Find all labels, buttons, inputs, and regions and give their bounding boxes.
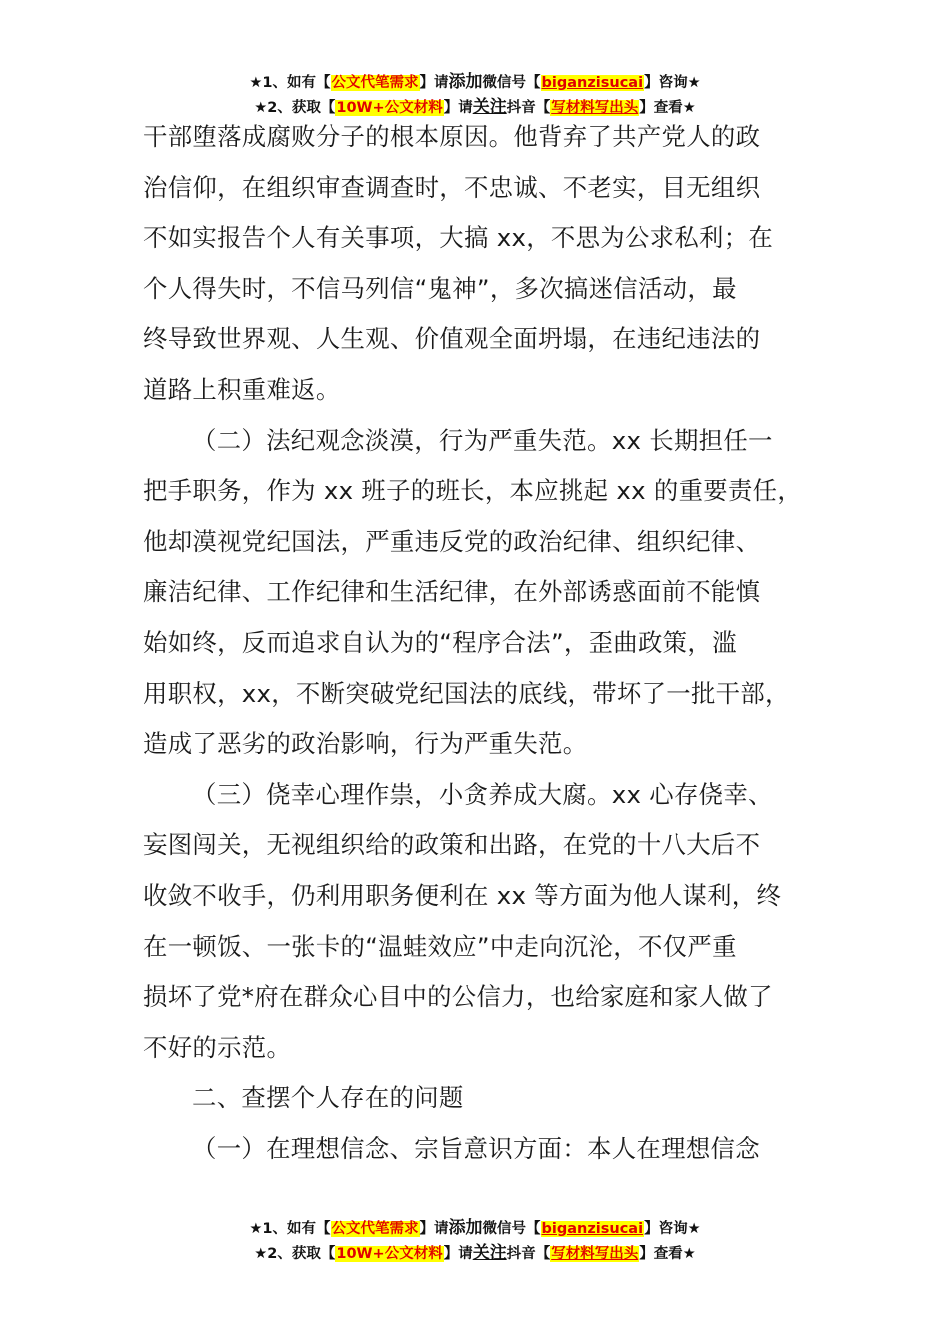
paragraph-ideals — [143, 1124, 833, 1175]
banner-text: 】请 — [419, 75, 449, 91]
wechat-id-link[interactable]: biganzisucai — [541, 75, 644, 91]
text-line: 始如终，反而追求自认为的“程序合法”，歪曲政策，滥 — [143, 627, 737, 657]
banner-text: 】请 — [419, 1221, 449, 1237]
text-line: 廉洁纪律、工作纪律和生活纪律，在外部诱惑面前不能慎 — [143, 577, 761, 607]
text-line: 终导致世界观、人生观、价值观全面坍塌，在违纪违法的 — [143, 324, 761, 354]
text-line: 个人得失时，不信马列信“鬼神”，多次搞迷信活动，最 — [143, 273, 737, 303]
banner-text: 抖音【 — [506, 100, 551, 116]
text-line: 干部堕落成腐败分子的根本原因。他背弃了共产党人的政 — [143, 122, 761, 151]
paragraph-luck-mentality — [143, 770, 833, 1074]
text-line: （一）在理想信念、宗旨意识方面：本人在理想信念 — [192, 1133, 760, 1163]
banner-text: ★1、如有【 — [249, 75, 331, 91]
text-line: 道路上积重难返。 — [143, 374, 341, 404]
document-body — [143, 112, 833, 1174]
text-line: 用职权，xx，不断突破党纪国法的底线，带坏了一批干部， — [143, 678, 790, 708]
highlight-service: 公文代笔需求 — [331, 1221, 419, 1237]
paragraph-causes — [143, 112, 833, 416]
banner-text: 微信号【 — [482, 1221, 541, 1237]
douyin-account-link[interactable]: 写材料写出头 — [551, 100, 639, 116]
banner-line-2 — [0, 1241, 950, 1266]
banner-emphasis: 关注 — [472, 1243, 507, 1263]
banner-emphasis: 添加 — [448, 72, 483, 92]
banner-text: 微信号【 — [482, 75, 541, 91]
text-line: 妄图闯关，无视组织给的政策和出路，在党的十八大后不 — [143, 830, 761, 860]
footer-banner — [0, 1216, 950, 1266]
text-line: 不如实报告个人有关事项，大搞 xx，不思为公求私利；在 — [143, 223, 774, 253]
text-line: 治信仰，在组织审查调查时，不忠诚、不老实，目无组织 — [143, 172, 761, 202]
banner-line-1 — [0, 1216, 950, 1241]
banner-text: 】咨询★ — [644, 1221, 701, 1237]
text-line: （三）侥幸心理作祟，小贪养成大腐。xx 心存侥幸、 — [192, 779, 773, 809]
heading-text: 二、查摆个人存在的问题 — [192, 1083, 464, 1113]
banner-text: 抖音【 — [506, 1246, 551, 1262]
highlight-materials: 10W+公文材料 — [336, 100, 443, 116]
text-line: 造成了恶劣的政治影响，行为严重失范。 — [143, 729, 588, 759]
banner-text: 】查看★ — [639, 1246, 696, 1262]
text-line: （二）法纪观念淡漠，行为严重失范。xx 长期担任一 — [192, 425, 773, 455]
text-line: 把手职务，作为 xx 班子的班长，本应挑起 xx 的重要责任， — [143, 476, 803, 506]
highlight-service: 公文代笔需求 — [331, 75, 419, 91]
banner-text: 】请 — [443, 1246, 473, 1262]
banner-text: ★2、获取【 — [254, 1246, 336, 1262]
banner-emphasis: 关注 — [472, 97, 507, 117]
wechat-id-link[interactable]: biganzisucai — [541, 1221, 644, 1237]
text-line: 他却漠视党纪国法，严重违反党的政治纪律、组织纪律、 — [143, 526, 761, 556]
section-heading — [143, 1073, 833, 1124]
banner-text: ★1、如有【 — [249, 1221, 331, 1237]
banner-text: ★2、获取【 — [254, 100, 336, 116]
paragraph-discipline — [143, 416, 833, 770]
text-line: 损坏了党*府在群众心目中的公信力，也给家庭和家人做了 — [143, 982, 773, 1012]
banner-emphasis: 添加 — [448, 1218, 483, 1238]
text-line: 收敛不收手，仍利用职务便利在 xx 等方面为他人谋利，终 — [143, 880, 782, 910]
text-line: 不好的示范。 — [143, 1032, 292, 1062]
text-line: 在一顿饭、一张卡的“温蛙效应”中走向沉沦，不仅严重 — [143, 931, 737, 961]
banner-text: 】查看★ — [639, 100, 696, 116]
douyin-account-link[interactable]: 写材料写出头 — [551, 1246, 639, 1262]
banner-text: 】请 — [443, 100, 473, 116]
banner-line-1 — [0, 70, 950, 95]
banner-text: 】咨询★ — [644, 75, 701, 91]
highlight-materials: 10W+公文材料 — [336, 1246, 443, 1262]
